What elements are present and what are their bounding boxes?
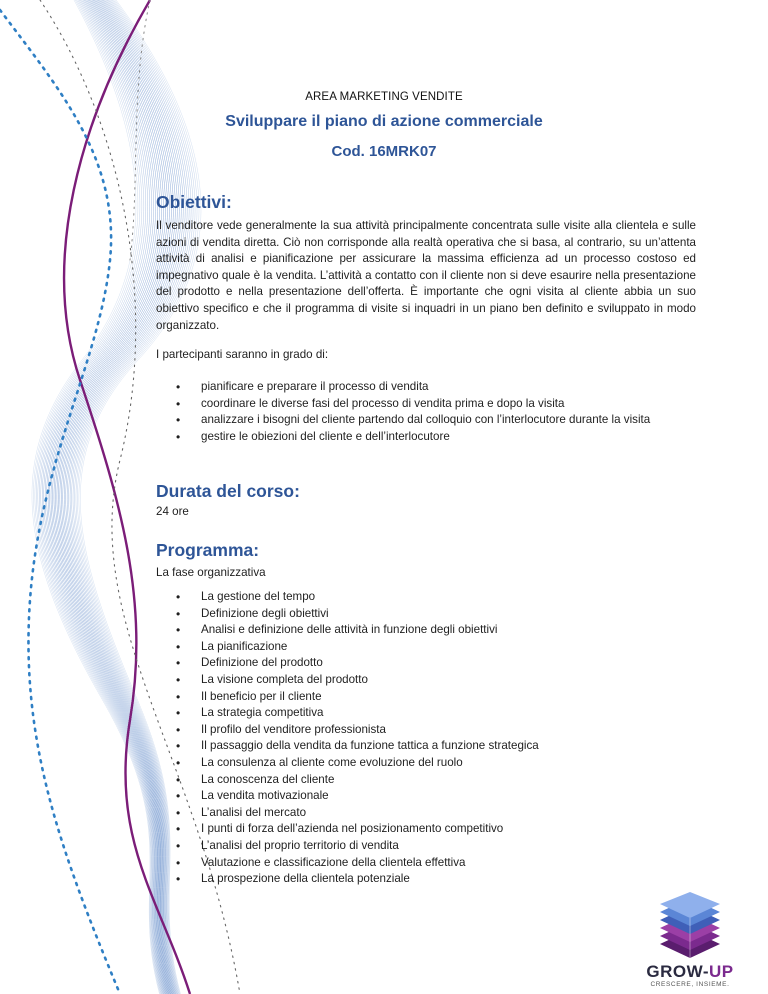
objectives-intro: I partecipanti saranno in grado di: bbox=[156, 348, 329, 361]
list-item: • Definizione del prodotto bbox=[176, 655, 696, 672]
objectives-heading: Obiettivi: bbox=[156, 192, 232, 212]
logo-wordmark bbox=[626, 962, 754, 982]
list-item: • La prospezione della clientela potenziale bbox=[176, 871, 696, 888]
list-item: • Il profilo del venditore professionista bbox=[176, 722, 696, 739]
course-code: Cod. 16MRK07 bbox=[331, 143, 437, 160]
list-item: • La conoscenza del cliente bbox=[176, 772, 696, 789]
stacked-layers-icon bbox=[626, 892, 756, 962]
program-heading: Programma: bbox=[156, 540, 260, 560]
list-item: • coordinare le diverse fasi del processo di vendita prima e dopo la visita bbox=[176, 396, 696, 413]
list-item: • pianificare e preparare il processo di vendita bbox=[176, 379, 696, 396]
program-list bbox=[176, 589, 696, 888]
logo-tagline: CRESCERE, INSIEME. bbox=[650, 981, 730, 988]
logo-word-accent: UP bbox=[708, 962, 734, 981]
area-label: AREA MARKETING VENDITE bbox=[305, 91, 463, 103]
program-phase: La fase organizzativa bbox=[156, 566, 266, 579]
objectives-paragraph: Il venditore vede generalmente la sua attività principalmente concentrata sulle visite alla clientela e sulle azioni di vendita diretta. Ciò non corrisponde alla realtà operativa che si basa, al contrario, su un’attenta attività di analisi e pianificazione per assicurare la massima efficienza ad un processo costoso ed impegnativo quale è la vendita. L’attività a contatto con il cliente non si deve esaurire nella presentazione del prodotto e nella presentazione dell’offerta. È importante che ogni visita al cliente abbia un suo obiettivo specifico e che il programma di visite si inquadri in un piano ben definito e sviluppato in modo organizzato. bbox=[156, 219, 696, 332]
list-item: • La consulenza al cliente come evoluzione del ruolo bbox=[176, 755, 696, 772]
list-item: • L’analisi del mercato bbox=[176, 805, 696, 822]
list-item: • Il beneficio per il cliente bbox=[176, 689, 696, 706]
duration-heading: Durata del corso: bbox=[156, 481, 300, 501]
list-item: • La vendita motivazionale bbox=[176, 788, 696, 805]
list-item: • La gestione del tempo bbox=[176, 589, 696, 606]
list-item: • analizzare i bisogni del cliente partendo dal colloquio con l’interlocutore durante la visita bbox=[176, 412, 696, 429]
list-item: • La strategia competitiva bbox=[176, 705, 696, 722]
duration-value: 24 ore bbox=[156, 505, 189, 518]
objectives-list bbox=[176, 379, 696, 445]
list-item: • L’analisi del proprio territorio di vendita bbox=[176, 838, 696, 855]
list-item: • La pianificazione bbox=[176, 639, 696, 656]
list-item: • Definizione degli obiettivi bbox=[176, 606, 696, 623]
logo-word-main: GROW- bbox=[646, 962, 709, 981]
list-item: • I punti di forza dell’azienda nel posizionamento competitivo bbox=[176, 821, 696, 838]
course-title: Sviluppare il piano di azione commerciale bbox=[225, 113, 543, 130]
list-item: • Analisi e definizione delle attività in funzione degli obiettivi bbox=[176, 622, 696, 639]
grow-up-logo bbox=[626, 892, 756, 988]
list-item: • gestire le obiezioni del cliente e dell’interlocutore bbox=[176, 429, 696, 446]
list-item: • Il passaggio della vendita da funzione tattica a funzione strategica bbox=[176, 738, 696, 755]
list-item: • Valutazione e classificazione della clientela effettiva bbox=[176, 855, 696, 872]
list-item: • La visione completa del prodotto bbox=[176, 672, 696, 689]
